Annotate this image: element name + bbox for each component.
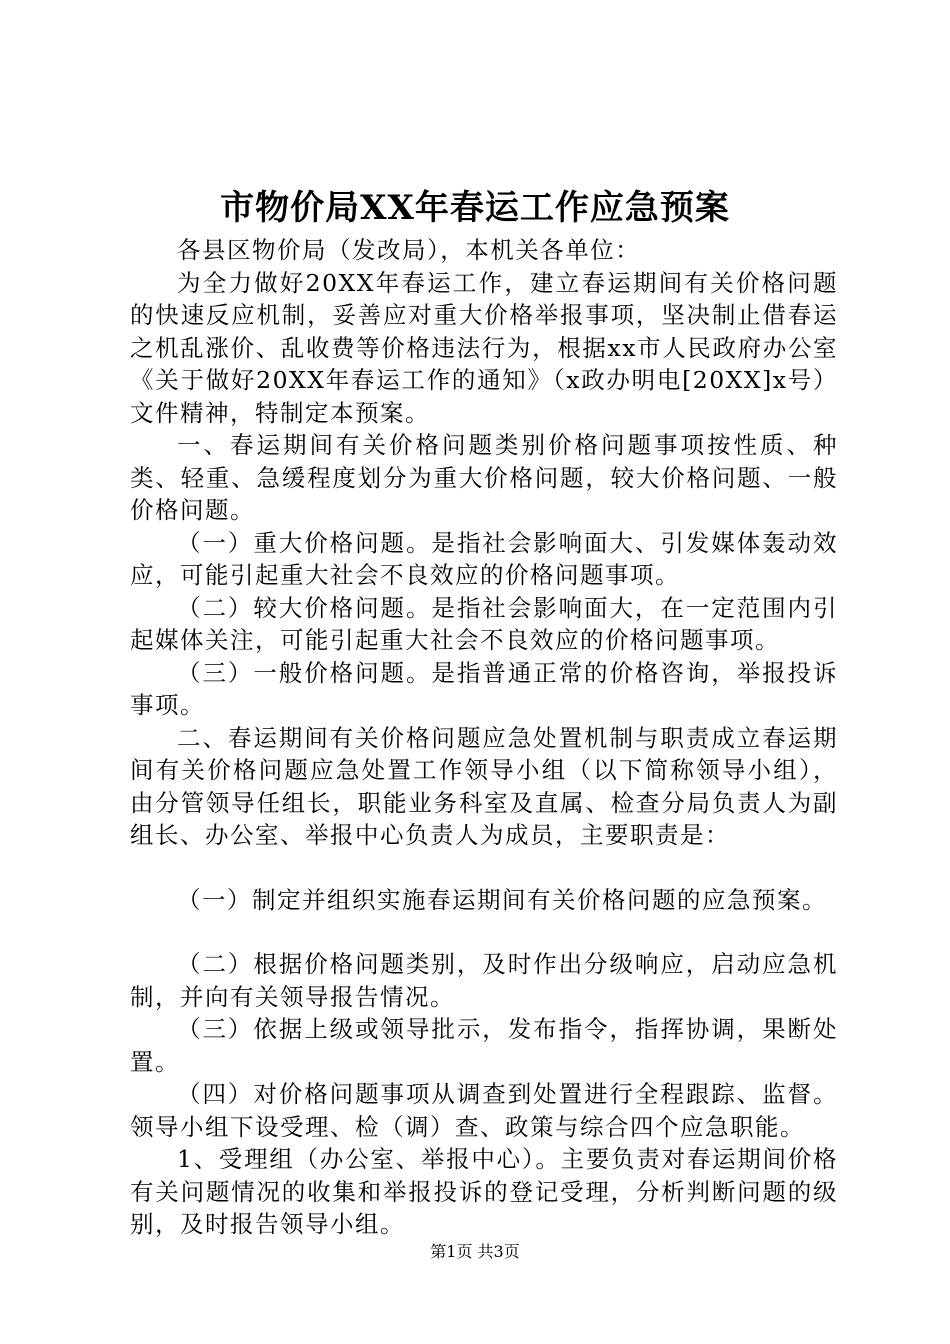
duty-three-paragraph: （三）依据上级或领导批示，发布指令，指挥协调，果断处置。: [130, 1015, 838, 1076]
intake-group-paragraph: 1、受理组（办公室、举报中心）。主要负责对春运期间价格有关问题情况的收集和举报投诉的登记受理，分析判断问题的级别，及时报告领导小组。: [130, 1145, 838, 1238]
section-two-paragraph: 二、春运期间有关价格问题应急处置机制与职责成立春运期间有关价格问题应急处置工作领导小组（以下简称领导小组），由分管领导任组长，职能业务科室及直属、检查分局负责人为副组长、办公室、举报中心负责人为成员，主要职责是：: [130, 723, 838, 849]
general-issue-paragraph: （三）一般价格问题。是指普通正常的价格咨询，举报投诉事项。: [130, 658, 838, 719]
intro-paragraph: 为全力做好20XX年春运工作，建立春运期间有关价格问题的快速反应机制，妥善应对重大价格举报事项，坚决制止借春运之机乱涨价、乱收费等价格违法行为，根据xx市人民政府办公室《关于做好20XX年春运工作的通知》（x政办明电[20XX]x号）文件精神，特制定本预案。: [130, 268, 838, 427]
duty-two-paragraph: （二）根据价格问题类别，及时作出分级响应，启动应急机制，并向有关领导报告情况。: [130, 950, 838, 1011]
salutation-paragraph: 各县区物价局（发改局），本机关各单位：: [177, 236, 641, 264]
duty-four-paragraph: （四）对价格问题事项从调查到处置进行全程跟踪、监督。领导小组下设受理、检（调）查、政策与综合四个应急职能。: [130, 1080, 838, 1141]
document-body: [130, 234, 838, 1241]
section-one-paragraph: 一、春运期间有关价格问题类别价格问题事项按性质、种类、轻重、急缓程度划分为重大价格问题，较大价格问题、一般价格问题。: [130, 431, 838, 524]
page-footer: 第1页 共3页: [430, 1242, 520, 1261]
major-issue-paragraph: （一）重大价格问题。是指社会影响面大、引发媒体轰动效应，可能引起重大社会不良效应的价格问题事项。: [130, 528, 838, 589]
document-title: 市物价局XX年春运工作应急预案: [220, 188, 730, 228]
duty-one-paragraph: （一）制定并组织实施春运期间有关价格问题的应急预案。: [177, 885, 827, 914]
larger-issue-paragraph: （二）较大价格问题。是指社会影响面大，在一定范围内引起媒体关注，可能引起重大社会不良效应的价格问题事项。: [130, 593, 838, 654]
